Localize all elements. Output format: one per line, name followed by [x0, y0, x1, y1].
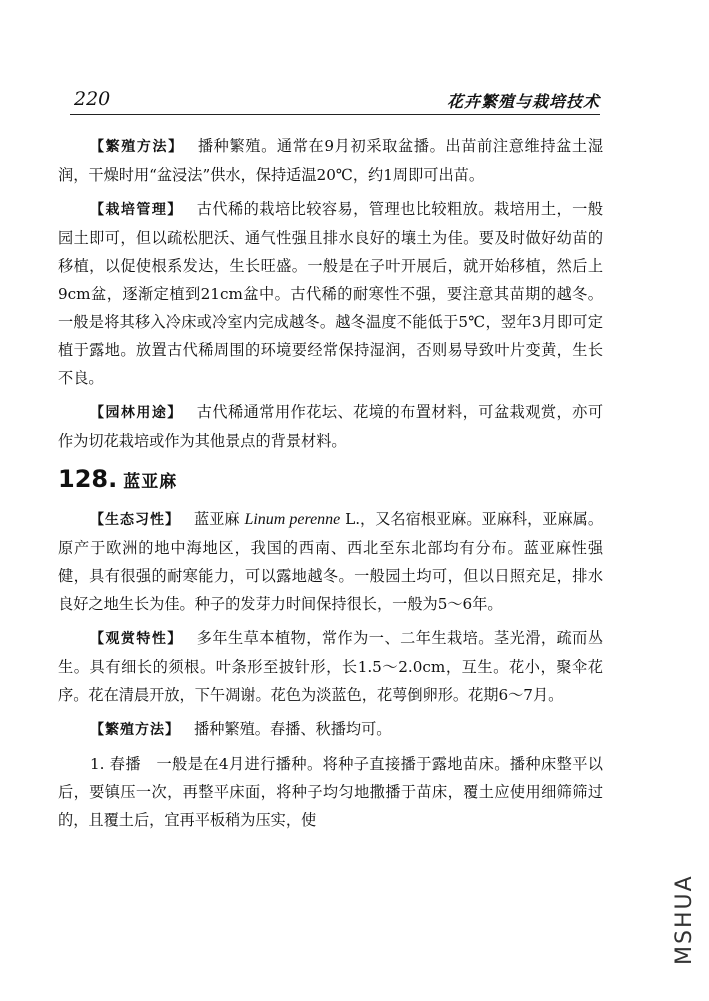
page-header — [70, 88, 600, 115]
paragraph-ornamental — [58, 624, 603, 709]
paragraph-propagation-prev — [58, 132, 603, 189]
section-tag: 【繁殖方法】 — [90, 722, 180, 738]
paragraph-text: 古代稀的栽培比较容易，管理也比较粗放。栽培用土，一般园土即可，但以疏松肥沃、通气性强且排水良好的壤土为佳。要及时做好幼苗的移植，以促使根系发达，生长旺盛。一般是在子叶开展后，就开始移植，然后上9cm盆，逐渐定植到21cm盆中。古代稀的耐寒性不强，要注意其苗期的越冬。一般是将其移入冷床或冷室内完成越冬。越冬温度不能低于5℃，翌年3月即可定植于露地。放置古代稀周围的环境要经常保持湿润，否则易导致叶片变黄，生长不良。 — [58, 200, 604, 387]
paragraph-landscape-use — [58, 398, 603, 455]
paragraph-text: 1. 春播 一般是在4月进行播种。将种子直接播于露地苗床。播种床整平以后，要镇压一次，再整平床面，将种子均匀地撒播于苗床，覆土应使用细筛筛过的，且覆土后，宜再平板稍为压实，使 — [58, 755, 603, 829]
section-title: 蓝亚麻 — [123, 472, 178, 492]
section-tag: 【观赏特性】 — [90, 631, 183, 647]
page-number: 220 — [74, 88, 111, 110]
section-tag: 【生态习性】 — [90, 512, 181, 528]
paragraph-propagation — [58, 715, 603, 744]
paragraph-text: 多年生草本植物，常作为一、二年生栽培。茎光滑，疏而丛生。具有细长的须根。叶条形至披针形，长1.5～2.0cm，互生。花小，聚伞花序。花在清晨开放，下午凋谢。花色为淡蓝色，花萼倒卵形。花期6～7月。 — [58, 629, 604, 704]
section-tag: 【栽培管理】 — [90, 202, 183, 218]
running-title: 花卉繁殖与栽培技术 — [446, 92, 600, 111]
paragraph-text: 播种繁殖。春播、秋播均可。 — [194, 720, 392, 738]
paragraph-text: 播种繁殖。通常在9月初采取盆播。出苗前注意维持盆土湿润，干燥时用“盆浸法”供水，保持适温20℃，约1周即可出苗。 — [58, 137, 604, 184]
section-number: 128. — [58, 465, 118, 493]
section-tag: 【园林用途】 — [90, 405, 183, 421]
paragraph-spring-sowing — [58, 750, 603, 834]
page-body — [58, 132, 603, 840]
paragraph-cultivation — [58, 195, 603, 392]
section-tag: 【繁殖方法】 — [90, 139, 184, 155]
paragraph-text: L.，又名宿根亚麻。亚麻科，亚麻属。原产于欧洲的地中海地区，我国的西南、西北至东北部均有分布。蓝亚麻性强健，具有很强的耐寒能力，可以露地越冬。一般园土均可，但以日照充足，排水良好之地生长为佳。种子的发芽力时间保持很长，一般为5～6年。 — [58, 510, 604, 613]
paragraph-text: 蓝亚麻 — [194, 510, 240, 528]
watermark: MSHUA — [672, 874, 697, 966]
paragraph-ecology — [58, 505, 603, 618]
section-heading — [58, 465, 603, 493]
scientific-name: Linum perenne — [244, 511, 341, 528]
paragraph-text: 古代稀通常用作花坛、花境的布置材料，可盆栽观赏，亦可作为切花栽培或作为其他景点的背景材料。 — [58, 403, 604, 450]
